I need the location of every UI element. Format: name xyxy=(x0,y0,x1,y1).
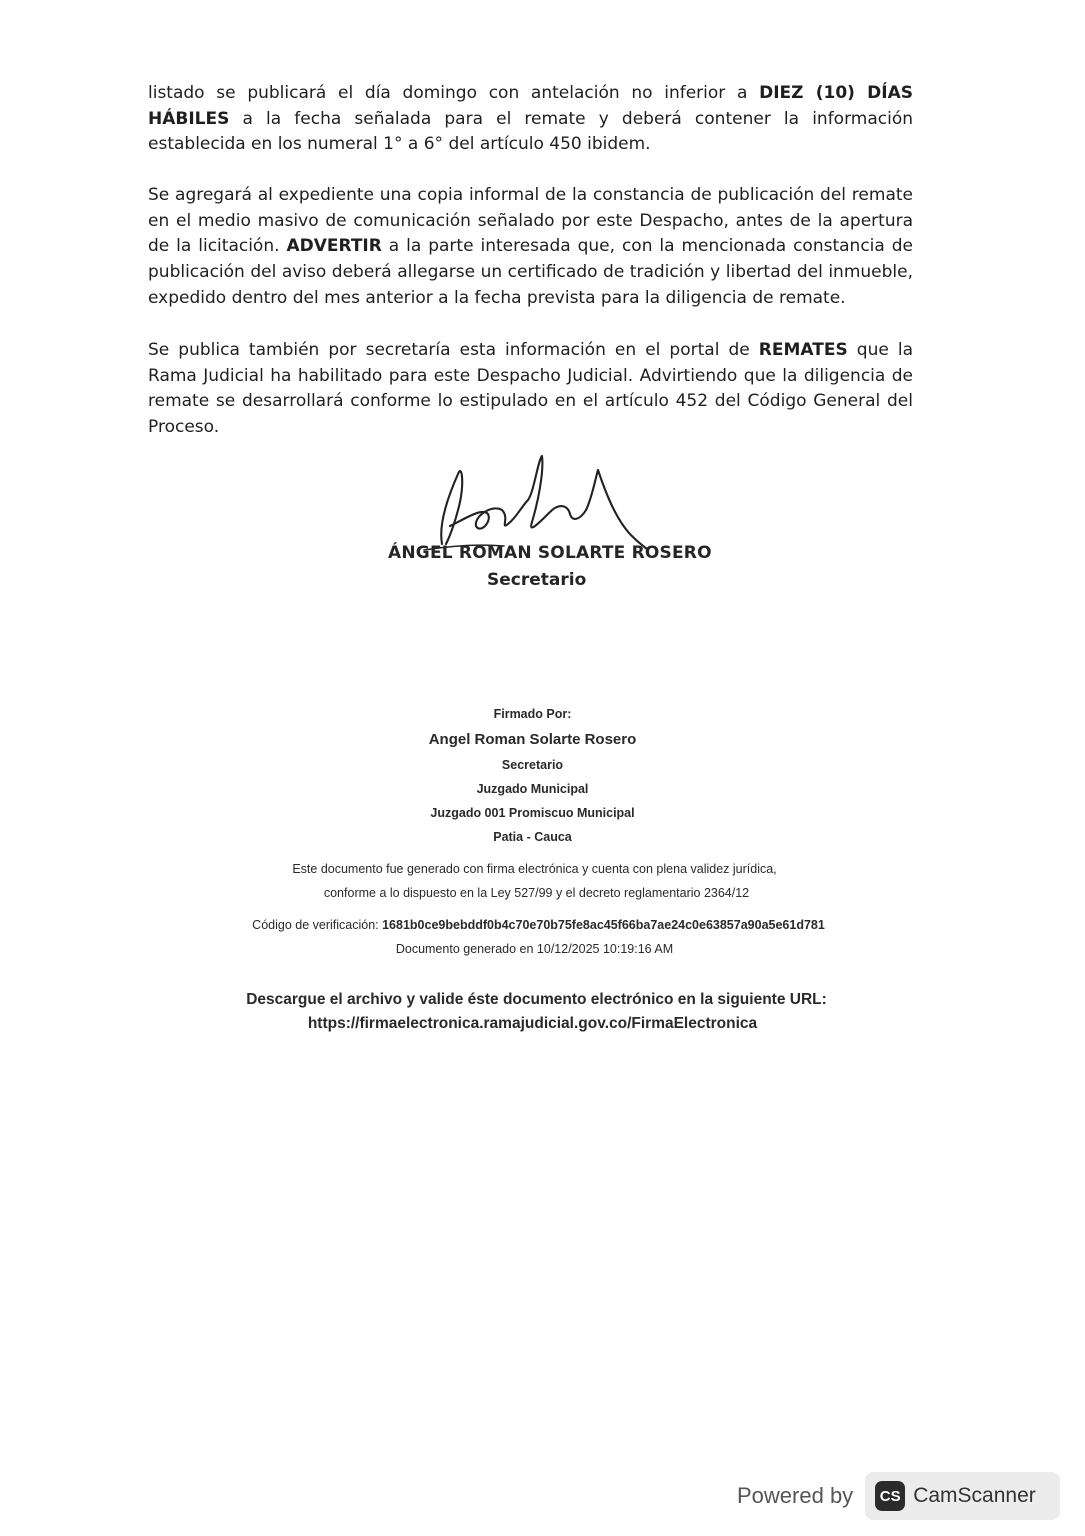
paragraph-bold-text: DIEZ (10) DÍAS HÁBILES xyxy=(148,83,913,129)
validation-url[interactable]: https://firmaelectronica.ramajudicial.gov.co/FirmaElectronica xyxy=(307,1015,758,1032)
paragraph-text: que la Rama Judicial ha habilitado para este Despacho Judicial. Advirtiendo que la diligencia de remate se desarrollará conforme lo estipulado en el artículo 452 del Código General del Proceso. xyxy=(148,340,913,438)
e-signer-name: Angel Roman Solarte Rosero xyxy=(428,731,637,748)
court-type: Juzgado Municipal xyxy=(476,782,589,796)
verification-code: 1681b0ce9bebddf0b4c70e70b75fe8ac45f66ba7ae24c0e63857a90a5e61d781 xyxy=(382,918,825,932)
signed-by-label: Firmado Por: xyxy=(493,707,572,721)
signer-printed-name: ÁNGEL ROMAN SOLARTE ROSERO xyxy=(388,543,712,563)
download-instructions: Descargue el archivo y valide éste documento electrónico en la siguiente URL: xyxy=(246,991,827,1008)
paragraph-text: Se agregará al expediente una copia informal de la constancia de publicación del remate en el medio masivo de comunicación señalado por este Despacho, antes de la apertura de la licitación. xyxy=(148,185,913,257)
paragraph-text: a la parte interesada que, con la mencionada constancia de publicación del aviso deberá allegarse un certificado de tradición y libertad del inmueble, expedido dentro del mes anterior a la fecha prevista para la diligencia de remate. xyxy=(148,236,913,308)
powered-by-text: Powered by xyxy=(737,1483,854,1508)
signer-printed-title: Secretario xyxy=(487,570,587,590)
generated-timestamp: Documento generado en 10/12/2025 10:19:16 AM xyxy=(395,942,674,956)
paragraph-publication-record xyxy=(148,183,913,312)
court-name: Juzgado 001 Promiscuo Municipal xyxy=(430,806,635,820)
paragraph-text: a la fecha señalada para el remate y deberá contener la información establecida en los numeral 1° a 6° del artículo 450 ibidem. xyxy=(148,108,913,155)
paragraph-bold-text: ADVERTIR xyxy=(286,236,382,257)
camscanner-logo-icon: CS xyxy=(875,1481,905,1511)
paragraph-text: listado se publicará el día domingo con antelación no inferior a xyxy=(148,83,760,103)
paragraph-remates-portal xyxy=(148,338,913,441)
validity-note-line-1: Este documento fue generado con firma electrónica y cuenta con plena validez jurídica, xyxy=(292,862,777,876)
camscanner-brand-text: CamScanner xyxy=(913,1484,1036,1507)
verification-label: Código de verificación: xyxy=(252,918,383,932)
handwritten-signature xyxy=(420,452,650,552)
verification-line xyxy=(0,918,1081,932)
paragraph-text: Se publica también por secretaría esta información en el portal de xyxy=(148,340,759,360)
validity-note-line-2: conforme a lo dispuesto en la Ley 527/99 y el decreto reglamentario 2364/12 xyxy=(323,886,750,900)
paragraph-publication-listing xyxy=(148,81,913,158)
paragraph-bold-text: REMATES xyxy=(758,340,848,360)
court-location: Patia - Cauca xyxy=(493,830,572,844)
e-signer-role: Secretario xyxy=(501,758,564,772)
camscanner-brand-box xyxy=(865,1472,1060,1520)
camscanner-watermark xyxy=(730,1470,1070,1522)
